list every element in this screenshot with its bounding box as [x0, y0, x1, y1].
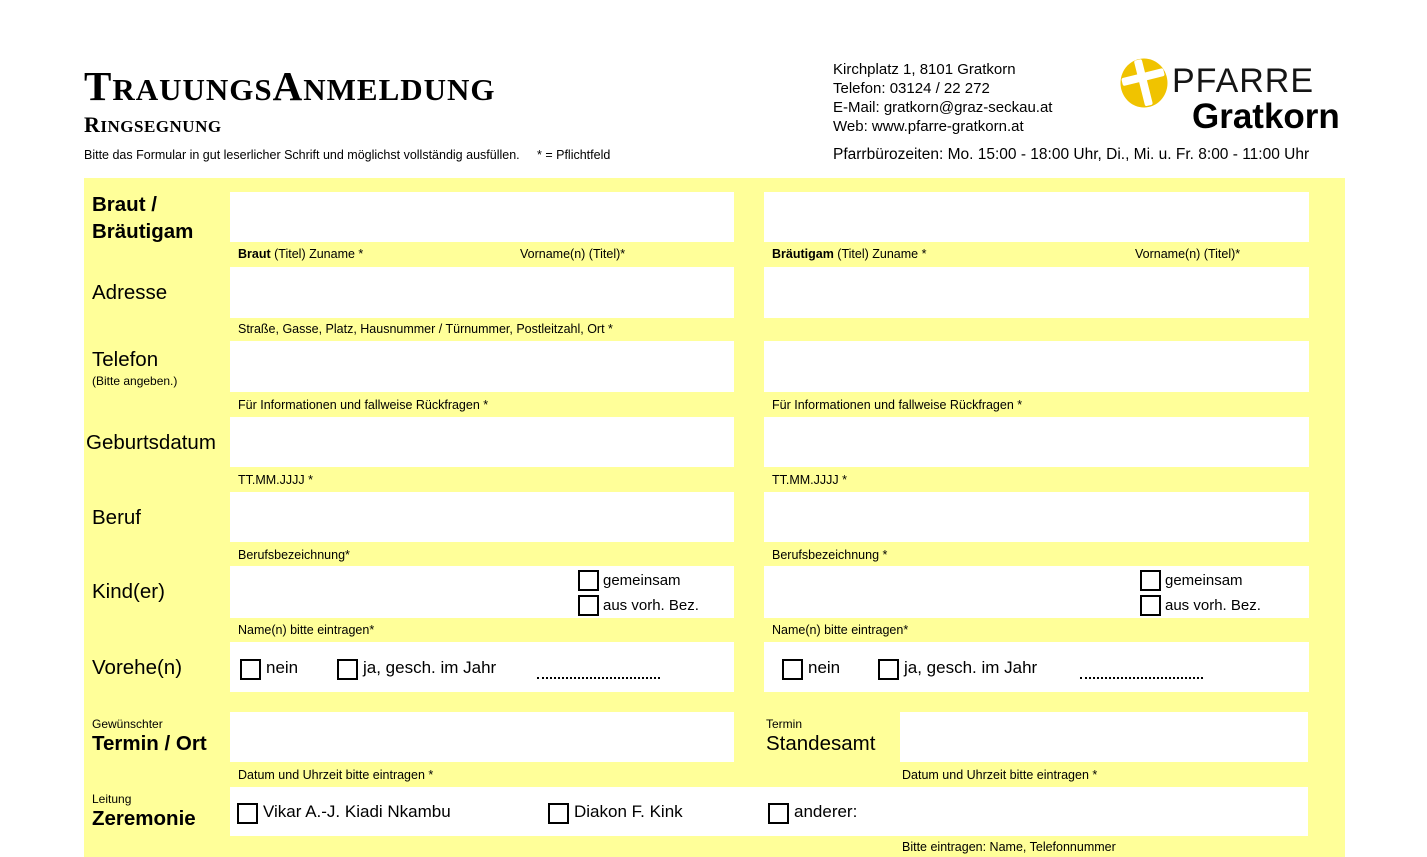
bride-caption-bold: Braut: [238, 247, 271, 261]
contact-email: E-Mail: gratkorn@graz-seckau.at: [833, 99, 1053, 116]
office-hours: Pfarrbürozeiten: Mo. 15:00 - 18:00 Uhr, Di., Mi. u. Fr. 8:00 - 11:00 Uhr: [833, 146, 1310, 163]
phone-row-label: Telefon: [92, 348, 159, 371]
bride-previous-marriage-yes-checkbox[interactable]: [337, 659, 358, 680]
children-row-label: Kind(er): [92, 580, 165, 603]
groom-address-field[interactable]: [764, 267, 1309, 318]
contact-phone: Telefon: 03124 / 22 272: [833, 80, 990, 97]
wedding-date-caption: Datum und Uhrzeit bitte eintragen *: [238, 768, 434, 782]
groom-children-together-checkbox[interactable]: [1140, 570, 1161, 591]
ceremony-other-label: anderer:: [794, 802, 858, 821]
ceremony-row-label: Zeremonie: [92, 807, 196, 830]
registry-row-small-label: Termin: [766, 717, 803, 731]
contact-address: Kirchplatz 1, 8101 Gratkorn: [833, 61, 1016, 78]
groom-children-previous-checkbox[interactable]: [1140, 595, 1161, 616]
couple-row-label: [92, 191, 193, 245]
title-part: T: [84, 63, 113, 109]
groom-children-together-label: gemeinsam: [1165, 572, 1243, 589]
page-title: [84, 62, 496, 110]
registry-date-field[interactable]: [900, 712, 1308, 762]
title-part: RAUUNGS: [112, 72, 273, 107]
address-row-label: Adresse: [92, 281, 168, 304]
ceremony-vikar-label: Vikar A.-J. Kiadi Nkambu: [263, 802, 451, 821]
groom-previous-marriage-no-label: nein: [808, 658, 841, 677]
ceremony-other-checkbox[interactable]: [768, 803, 789, 824]
bride-name-field[interactable]: [230, 192, 734, 242]
address-caption: Straße, Gasse, Platz, Hausnummer / Türnummer, Postleitzahl, Ort *: [238, 322, 613, 336]
bride-previous-marriage-no-checkbox[interactable]: [240, 659, 261, 680]
couple-row-label-line2: Bräutigam: [92, 220, 194, 243]
bride-birthdate-caption: TT.MM.JJJJ *: [238, 473, 313, 487]
groom-caption-bold: Bräutigam: [772, 247, 834, 261]
groom-firstname-caption: Vorname(n) (Titel)*: [1135, 247, 1241, 261]
groom-previous-marriage-no-checkbox[interactable]: [782, 659, 803, 680]
bride-children-previous-checkbox[interactable]: [578, 595, 599, 616]
title-part: NMELDUNG: [303, 72, 496, 107]
groom-caption-rest: (Titel) Zuname *: [833, 247, 927, 261]
bride-children-together-checkbox[interactable]: [578, 570, 599, 591]
date-place-row-small-label: Gewünschter: [92, 717, 163, 731]
groom-previous-marriage-yes-checkbox[interactable]: [878, 659, 899, 680]
bride-birthdate-field[interactable]: [230, 417, 734, 467]
groom-children-caption: Name(n) bitte eintragen*: [772, 623, 909, 637]
groom-surname-caption: [772, 247, 926, 261]
groom-phone-caption: Für Informationen und fallweise Rückfragen *: [772, 398, 1023, 412]
date-place-row-label: Termin / Ort: [92, 732, 207, 755]
groom-children-previous-label: aus vorh. Bez.: [1165, 597, 1261, 614]
groom-divorce-year-line[interactable]: [1080, 676, 1203, 679]
bride-divorce-year-line[interactable]: [537, 676, 660, 679]
fill-instructions: Bitte das Formular in gut leserlicher Schrift und möglichst vollständig ausfüllen.: [84, 148, 520, 162]
couple-row-label-line1: Braut /: [92, 193, 157, 216]
bride-previous-marriage-yes-label: ja, gesch. im Jahr: [363, 658, 497, 677]
bride-surname-caption: [238, 247, 363, 261]
page-subtitle: [84, 112, 222, 138]
bride-address-field[interactable]: [230, 267, 734, 318]
wedding-date-field[interactable]: [230, 712, 734, 762]
groom-birthdate-field[interactable]: [764, 417, 1309, 467]
ceremony-diakon-label: Diakon F. Kink: [574, 802, 683, 821]
groom-profession-field[interactable]: [764, 492, 1309, 542]
bride-phone-field[interactable]: [230, 341, 734, 392]
bride-children-together-label: gemeinsam: [603, 572, 681, 589]
bride-children-caption: Name(n) bitte eintragen*: [238, 623, 375, 637]
title-part: A: [272, 63, 304, 109]
bride-profession-field[interactable]: [230, 492, 734, 542]
bride-firstname-caption: Vorname(n) (Titel)*: [520, 247, 626, 261]
contact-web: Web: www.pfarre-gratkorn.at: [833, 118, 1024, 135]
bride-previous-marriage-no-label: nein: [266, 658, 299, 677]
registry-date-caption: Datum und Uhrzeit bitte eintragen *: [902, 768, 1098, 782]
groom-previous-marriage-yes-label: ja, gesch. im Jahr: [904, 658, 1038, 677]
registry-row-label: Standesamt: [766, 732, 876, 755]
birthdate-row-label: Geburtsdatum: [86, 431, 216, 454]
phone-row-note: (Bitte angeben.): [92, 374, 178, 388]
bride-profession-caption: Berufsbezeichnung*: [238, 548, 350, 562]
bride-phone-caption: Für Informationen und fallweise Rückfragen *: [238, 398, 489, 412]
subtitle-part: INGSEGNUNG: [100, 117, 222, 136]
ceremony-diakon-checkbox[interactable]: [548, 803, 569, 824]
ceremony-other-caption: Bitte eintragen: Name, Telefonnummer: [902, 840, 1116, 854]
subtitle-part: R: [84, 112, 101, 137]
parish-logo-cross-icon: [1119, 57, 1169, 109]
required-field-hint: * = Pflichtfeld: [537, 148, 611, 162]
ceremony-vikar-checkbox[interactable]: [237, 803, 258, 824]
logo-org-name: PFARRE: [1172, 62, 1315, 100]
groom-phone-field[interactable]: [764, 341, 1309, 392]
groom-name-field[interactable]: [764, 192, 1309, 242]
groom-profession-caption: Berufsbezeichnung *: [772, 548, 888, 562]
bride-caption-rest: (Titel) Zuname *: [270, 247, 364, 261]
groom-birthdate-caption: TT.MM.JJJJ *: [772, 473, 847, 487]
profession-row-label: Beruf: [92, 506, 141, 529]
logo-place-name: Gratkorn: [1192, 97, 1340, 136]
previous-marriage-row-label: Vorehe(n): [92, 656, 183, 679]
ceremony-row-small-label: Leitung: [92, 792, 132, 806]
bride-children-previous-label: aus vorh. Bez.: [603, 597, 699, 614]
